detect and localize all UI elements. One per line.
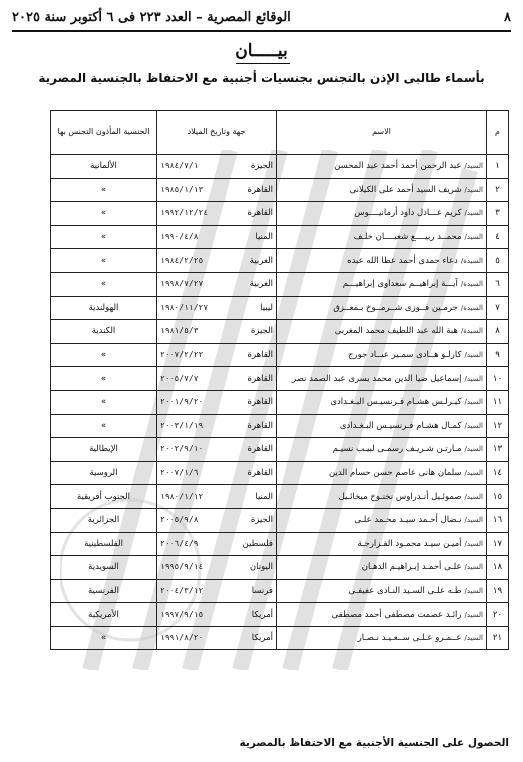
birth-cell (157, 296, 277, 320)
birth-place: القاهرة (247, 397, 273, 408)
birth-cell (157, 155, 277, 179)
table-row (51, 556, 509, 580)
table-row (51, 603, 509, 627)
applicant-name-cell (277, 556, 487, 580)
honorific: السيد/ (464, 162, 483, 171)
table-row (51, 532, 509, 556)
row-number: ١٢ (487, 414, 509, 438)
applicant-name-cell (277, 320, 487, 344)
birth-place: الغربية (249, 255, 273, 266)
applicant-name: دعاء حمدى أحمد عطا الله عبده (347, 255, 458, 266)
nationality-cell: » (51, 390, 157, 414)
applicant-name-cell (277, 603, 487, 627)
applicant-name: صموئـيل أنـدراوس نخنـوخ ميخائـيل (338, 491, 462, 502)
applicant-name-cell (277, 343, 487, 367)
nationality-cell: » (51, 202, 157, 226)
table-row (51, 438, 509, 462)
birth-cell (157, 202, 277, 226)
nationality-cell: الألمانية (51, 155, 157, 179)
nationality-cell: الفرنسية (51, 579, 157, 603)
birth-cell (157, 532, 277, 556)
birth-cell (157, 178, 277, 202)
row-number: ٢ (487, 178, 509, 202)
birth-place: القاهرة (247, 468, 273, 479)
page-number: ٨ (504, 9, 511, 25)
honorific: السيد/ (464, 445, 483, 454)
table-row (51, 225, 509, 249)
birth-cell (157, 485, 277, 509)
honorific: السيد/ (464, 610, 483, 619)
birth-cell (157, 508, 277, 532)
applicant-name-cell (277, 626, 487, 650)
applicant-name-cell (277, 461, 487, 485)
applicant-name: نـضال أحـمد سيـد محـمد علـى (354, 515, 462, 526)
birth-date: ٢٠٠٧/١/٦ (160, 468, 199, 478)
row-number: ٤ (487, 225, 509, 249)
nationality-cell: الإيطالية (51, 438, 157, 462)
applicant-name: رائـد عصمت مصطفى أحمد مصطفى (331, 609, 462, 620)
nationality-cell: الجنوب أفريقية (51, 485, 157, 509)
table-row (51, 485, 509, 509)
row-number: ١ (487, 155, 509, 179)
birth-place: القاهرة (247, 208, 273, 219)
applicant-name-cell (277, 178, 487, 202)
honorific: السيد/ (464, 563, 483, 572)
row-number: ١٤ (487, 461, 509, 485)
document-subtitle: بأسماء طالبى الإذن بالتجنس بجنسيات أجنبية مع الاحتفاظ بالجنسية المصرية (38, 71, 485, 85)
honorific: السيد/ (464, 398, 483, 407)
birth-place: الجيزة (250, 515, 273, 526)
row-number: ١٦ (487, 508, 509, 532)
row-number: ١٣ (487, 438, 509, 462)
row-number: ٨ (487, 320, 509, 344)
birth-date: ٢٠٠٧/٢/٢٢ (160, 350, 204, 360)
nationality-cell: الهولندية (51, 296, 157, 320)
birth-date: ٢٠٠٢/٩/١٠ (160, 444, 204, 454)
applicant-name: إسماعيل ضيا الدين محمد يسرى عبد الصمد نصر (292, 373, 462, 384)
honorific: السيدة/ (460, 280, 483, 289)
birth-date: ١٩٩٢/١٢/٢٤ (160, 208, 209, 218)
applicant-name: عبد الرحمن أحمد أحمد عبد المحسن (334, 161, 462, 172)
header-name: الاسم (277, 111, 487, 155)
applicant-name-cell (277, 485, 487, 509)
applicant-name: سلمان هانى عاصم حسن حسام الدين (329, 468, 462, 479)
birth-date: ١٩٨٤/٢/٢٥ (160, 255, 204, 265)
birth-cell (157, 626, 277, 650)
table-row (51, 390, 509, 414)
nationality-cell: » (51, 414, 157, 438)
birth-date: ١٩٨٥/١/١٣ (160, 184, 204, 194)
applicant-name-cell (277, 225, 487, 249)
row-number: ٥ (487, 249, 509, 273)
birth-place: أمريكا (251, 633, 273, 644)
honorific: السيدة/ (460, 256, 483, 265)
table-row (51, 178, 509, 202)
table-row (51, 367, 509, 391)
header-nationality: الجنسية المأذون التجنس بها (51, 111, 157, 155)
birth-date: ١٩٩٠/٤/٨ (160, 232, 199, 242)
honorific: السيد/ (464, 209, 483, 218)
birth-cell (157, 579, 277, 603)
nationality-cell: الجزائرية (51, 508, 157, 532)
applicant-name: كمـال هشـام فـرنسيـس البـغـدادى (339, 420, 462, 431)
birth-date: ١٩٩٧/٩/١٥ (160, 609, 204, 619)
applicant-name: كارلـو هــادى سمـير عبــاد جورج (348, 350, 462, 361)
nationality-cell: الروسية (51, 461, 157, 485)
applicant-name: كريم عـــادل داود أرمانيــــوس (354, 208, 462, 219)
applicant-name-cell (277, 249, 487, 273)
nationality-cell: » (51, 343, 157, 367)
table-row (51, 272, 509, 296)
row-number: ٩ (487, 343, 509, 367)
row-number: ٣ (487, 202, 509, 226)
birth-date: ١٩٩٥/٩/١٤ (160, 562, 204, 572)
honorific: السيد/ (464, 586, 483, 595)
header-rule (12, 30, 511, 32)
applicant-name-cell (277, 155, 487, 179)
header-num: م (487, 111, 509, 155)
applicants-table (50, 110, 509, 650)
table-row (51, 414, 509, 438)
section-heading: الحصول على الجنسية الأجنبية مع الاحتفاظ بالمصرية (239, 737, 509, 749)
table-row (51, 202, 509, 226)
birth-date: ١٩٨٠/١١/٢٧ (160, 302, 209, 312)
table-row (51, 343, 509, 367)
applicant-name-cell (277, 414, 487, 438)
birth-cell (157, 272, 277, 296)
nationality-cell: » (51, 225, 157, 249)
birth-place: أمريكا (251, 609, 273, 620)
birth-cell (157, 249, 277, 273)
running-title: الوقائع المصرية – العدد ٢٢٣ فى ٦ أكتوبر سنة ٢٠٢٥ (12, 9, 291, 25)
birth-place: فلسطين (242, 538, 273, 549)
applicant-name-cell (277, 272, 487, 296)
honorific: السيد/ (464, 539, 483, 548)
birth-date: ٢٠٠٥/٩/٨ (160, 515, 199, 525)
applicant-name-cell (277, 532, 487, 556)
honorific: السيد/ (464, 351, 483, 360)
applicant-name: طـه علـى السـيد النـادى عفيفـى (348, 585, 462, 596)
row-number: ٢١ (487, 626, 509, 650)
applicant-name-cell (277, 367, 487, 391)
applicant-name-cell (277, 508, 487, 532)
birth-place: القاهرة (247, 350, 273, 361)
birth-cell (157, 390, 277, 414)
honorific: السيد/ (464, 233, 483, 242)
birth-date: ١٩٩١/٨/٢٠ (160, 633, 204, 643)
table-row (51, 626, 509, 650)
nationality-cell: » (51, 249, 157, 273)
nationality-cell: الأمريكية (51, 603, 157, 627)
birth-date: ١٩٨٠/١/١٢ (160, 491, 204, 501)
birth-cell (157, 225, 277, 249)
applicant-name: علـى أحمـد إبـراهيـم الدهـان (361, 562, 462, 573)
table-row (51, 320, 509, 344)
honorific: السيد/ (464, 185, 483, 194)
table-row (51, 579, 509, 603)
birth-cell (157, 556, 277, 580)
birth-place: المنيا (255, 491, 273, 502)
birth-place: القاهرة (247, 184, 273, 195)
birth-date: ١٩٨٤/٧/١ (160, 161, 199, 171)
birth-place: الجيزة (250, 161, 273, 172)
birth-cell (157, 438, 277, 462)
nationality-cell: » (51, 367, 157, 391)
header-birth: جهة وتاريخ الميلاد (157, 111, 277, 155)
applicant-name: كيـرلـس هشـام فـرنسيـس البـغـدادى (330, 397, 462, 408)
applicant-name: مـارتـن شـريـف رسمـى لبيـب نسيـم (332, 444, 462, 455)
applicant-name-cell (277, 579, 487, 603)
nationality-cell: الفلسطينية (51, 532, 157, 556)
row-number: ٢٠ (487, 603, 509, 627)
table-row (51, 508, 509, 532)
birth-place: اليونان (249, 562, 273, 573)
applicant-name: آيـــة إبراهيــم سعداوى إبراهيـــم (342, 279, 458, 290)
page-header (12, 6, 511, 28)
birth-place: القاهرة (247, 444, 273, 455)
honorific: السيد/ (464, 516, 483, 525)
honorific: السيد/ (464, 421, 483, 430)
applicant-name-cell (277, 438, 487, 462)
table-row (51, 296, 509, 320)
nationality-cell: » (51, 272, 157, 296)
row-number: ١٥ (487, 485, 509, 509)
row-number: ١٩ (487, 579, 509, 603)
birth-date: ٢٠٠١/٩/٢٠ (160, 397, 204, 407)
honorific: السيد/ (464, 634, 483, 643)
honorific: السيد/ (464, 374, 483, 383)
birth-cell (157, 461, 277, 485)
birth-place: القاهرة (247, 420, 273, 431)
applicant-name: هبة الله عبد اللطيف محمد المغربى (334, 326, 458, 337)
birth-place: الجيزة (250, 326, 273, 337)
birth-cell (157, 343, 277, 367)
honorific: السيدة/ (460, 327, 483, 336)
birth-date: ٢٠٠٥/٧/٧ (160, 373, 199, 383)
applicant-name-cell (277, 202, 487, 226)
table-row (51, 249, 509, 273)
birth-date: ٢٠٠٣/١/١٩ (160, 420, 204, 430)
birth-place: القاهرة (247, 373, 273, 384)
birth-cell (157, 367, 277, 391)
applicant-name: شريف السيد أحمد على الكيلانى (349, 184, 462, 195)
applicant-name-cell (277, 296, 487, 320)
birth-place: فرنسا (251, 585, 273, 596)
row-number: ١١ (487, 390, 509, 414)
honorific: السيد/ (464, 492, 483, 501)
birth-cell (157, 414, 277, 438)
nationality-cell: » (51, 178, 157, 202)
row-number: ١٠ (487, 367, 509, 391)
birth-cell (157, 603, 277, 627)
birth-date: ٢٠٠٤/٣/١٢ (160, 585, 204, 595)
applicant-name: أميـن سيـد محمـود الفـزارجـة (357, 538, 462, 549)
table-row (51, 461, 509, 485)
applicant-name: جرمـين فــوزى شــرمــوخ بـمعــزق (333, 302, 458, 313)
birth-date: ١٩٨١/٥/٣ (160, 326, 199, 336)
row-number: ١٨ (487, 556, 509, 580)
honorific: السيد/ (464, 469, 483, 478)
document-title: بيـــــان (235, 41, 288, 61)
nationality-cell: الكندية (51, 320, 157, 344)
applicant-name: محمــد ربيــــع شعبــــان خلـف (353, 232, 462, 243)
birth-place: الغربية (249, 279, 273, 290)
birth-date: ٢٠٠٦/٤/٩ (160, 538, 199, 548)
row-number: ٧ (487, 296, 509, 320)
row-number: ١٧ (487, 532, 509, 556)
table-row (51, 155, 509, 179)
birth-date: ١٩٩٨/٧/٢٧ (160, 279, 204, 289)
title-underline (236, 63, 290, 64)
row-number: ٦ (487, 272, 509, 296)
birth-place: المنيا (255, 232, 273, 243)
table-header-row (51, 111, 509, 155)
honorific: السيدة/ (460, 303, 483, 312)
nationality-cell: » (51, 626, 157, 650)
nationality-cell: السويدية (51, 556, 157, 580)
applicant-name-cell (277, 390, 487, 414)
birth-cell (157, 320, 277, 344)
applicant-name: عــمـرو عـلـى ســعـيـد نـصـار (357, 633, 462, 644)
birth-place: ليبيا (260, 302, 273, 313)
